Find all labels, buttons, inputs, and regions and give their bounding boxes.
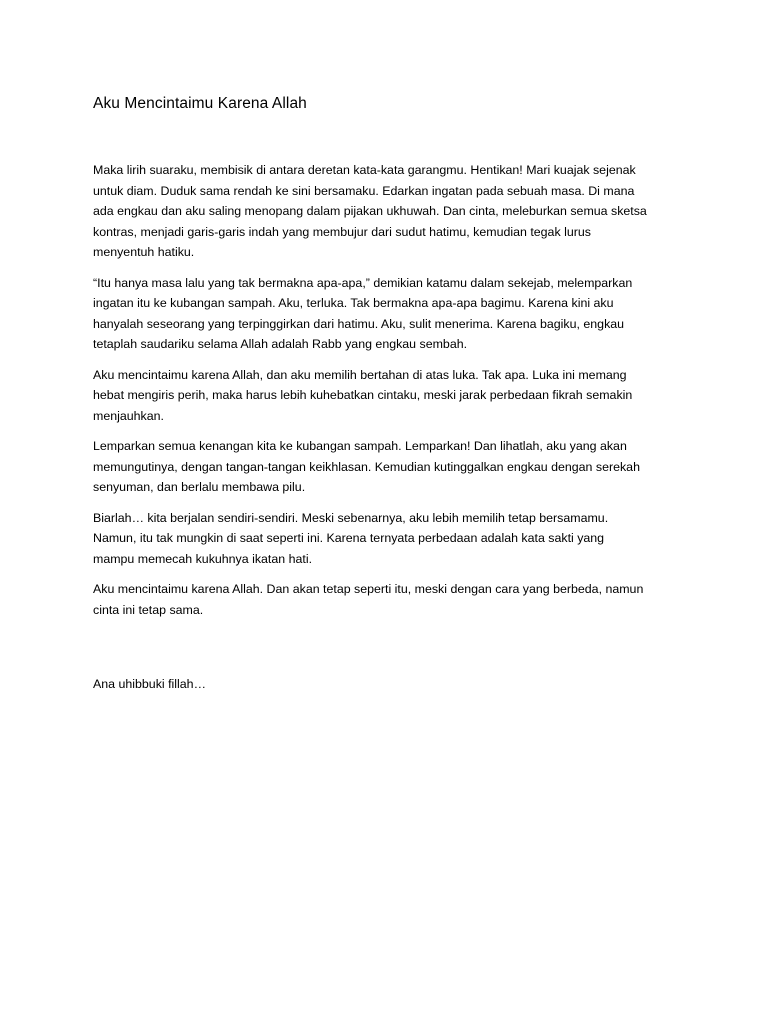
paragraph-line: cinta ini tetap sama. xyxy=(93,602,204,617)
paragraph-line: tetaplah saudariku selama Allah adalah Rabb yang engkau sembah. xyxy=(93,337,468,351)
paragraph-line: menyentuh hatiku. xyxy=(93,245,195,259)
document-title: Aku Mencintaimu Karena Allah xyxy=(93,95,307,112)
paragraph-line: Lemparkan semua kenangan kita ke kubangan sampah. Lemparkan! Dan lihatlah, aku yang akan xyxy=(93,439,627,453)
paragraph-6 xyxy=(93,579,678,620)
paragraph-line: senyuman, dan berlalu membawa pilu. xyxy=(93,480,306,494)
paragraph-line: kontras, menjadi garis-garis indah yang membujur dari sudut hatimu, kemudian tegak lurus xyxy=(93,224,591,239)
paragraph-1 xyxy=(93,160,678,263)
paragraph-3 xyxy=(93,365,678,427)
paragraph-line: ada engkau dan aku saling menopang dalam pijakan ukhuwah. Dan cinta, meleburkan semua sketsa xyxy=(93,204,647,218)
paragraph-line: Aku mencintaimu karena Allah, dan aku memilih bertahan di atas luka. Tak apa. Luka ini memang xyxy=(93,367,627,382)
paragraph-2 xyxy=(93,273,678,355)
paragraph-line: untuk diam. Duduk sama rendah ke sini bersamaku. Edarkan ingatan pada sebuah masa. Di mana xyxy=(93,183,635,198)
paragraph-line: Namun, itu tak mungkin di saat seperti ini. Karena ternyata perbedaan adalah kata sakti yang xyxy=(93,531,605,545)
paragraph-line: hebat mengiris perih, maka harus lebih kuhebatkan cintaku, meski jarak perbedaan fikrah semakin xyxy=(93,388,633,402)
paragraph-4 xyxy=(93,436,678,498)
paragraph-line: memungutinya, dengan tangan-tangan keikhlasan. Kemudian kutinggalkan engkau dengan serekah xyxy=(93,459,640,474)
paragraph-5 xyxy=(93,508,678,570)
paragraph-line: Maka lirih suaraku, membisik di antara deretan kata-kata garangmu. Hentikan! Mari kuajak sejenak xyxy=(93,163,636,177)
paragraph-line: ingatan itu ke kubangan sampah. Aku, terluka. Tak bermakna apa-apa bagimu. Karena kini aku xyxy=(93,296,614,310)
paragraph-line: hanyalah seseorang yang terpinggirkan dari hatimu. Aku, sulit menerima. Karena bagiku, engkau xyxy=(93,316,625,331)
paragraph-line: menjauhkan. xyxy=(93,408,164,423)
document-body xyxy=(93,160,678,630)
paragraph-line: mampu memecah kukuhnya ikatan hati. xyxy=(93,551,313,566)
closing-line: Ana uhibbuki fillah… xyxy=(93,677,206,691)
paragraph-line: “Itu hanya masa lalu yang tak bermakna apa-apa,” demikian katamu dalam sekejab, melemparkan xyxy=(93,275,633,290)
paragraph-line: Aku mencintaimu karena Allah. Dan akan tetap seperti itu, meski dengan cara yang berbeda, namun xyxy=(93,582,644,596)
paragraph-line: Biarlah… kita berjalan sendiri-sendiri. Meski sebenarnya, aku lebih memilih tetap bersamamu. xyxy=(93,510,609,525)
